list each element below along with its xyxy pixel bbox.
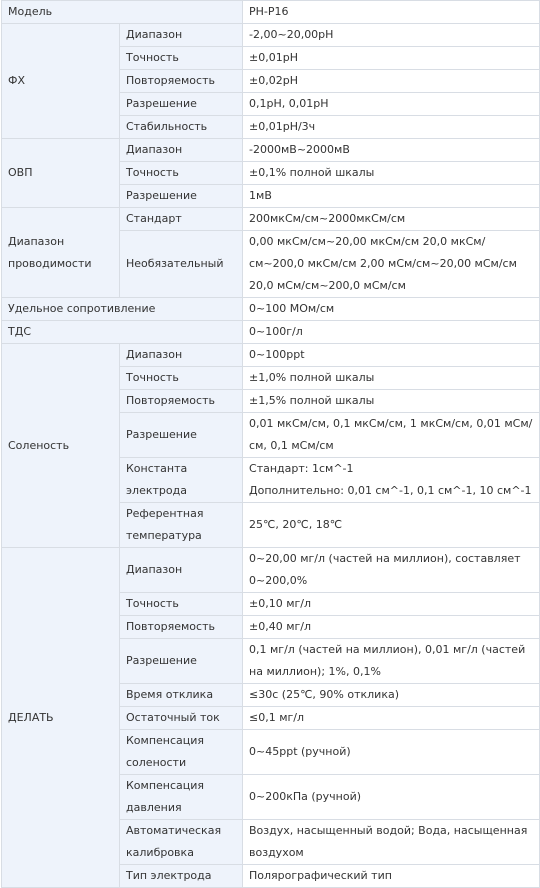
param-label: Стандарт: [120, 208, 243, 231]
param-label: Компенсация давления: [120, 775, 243, 820]
param-label: Диапазон: [120, 344, 243, 367]
param-value: 0,01 мкСм/см, 0,1 мкСм/см, 1 мкСм/см, 0,01 мСм/см, 0,1 мСм/см: [243, 413, 540, 458]
param-label: Разрешение: [120, 639, 243, 684]
param-value: ±0,10 мг/л: [243, 593, 540, 616]
resistivity-value: 0~100 МОм/см: [243, 298, 540, 321]
param-label: Точность: [120, 367, 243, 390]
tds-value: 0~100г/л: [243, 321, 540, 344]
param-label: Компенсация солености: [120, 730, 243, 775]
param-label: Точность: [120, 593, 243, 616]
group-label-ph: ФХ: [2, 24, 120, 139]
param-label: Разрешение: [120, 93, 243, 116]
param-label: Диапазон: [120, 548, 243, 593]
param-value: ±1,5% полной шкалы: [243, 390, 540, 413]
param-label: Точность: [120, 162, 243, 185]
param-value: ≤0,1 мг/л: [243, 707, 540, 730]
param-label: Повторяемость: [120, 616, 243, 639]
param-value: 200мкСм/см~2000мкСм/см: [243, 208, 540, 231]
param-label: Повторяемость: [120, 70, 243, 93]
table-row: [2, 548, 540, 593]
param-value: 0~200кПа (ручной): [243, 775, 540, 820]
param-value: ±0,02pH: [243, 70, 540, 93]
param-value: 0~20,00 мг/л (частей на миллион), составляет 0~200,0%: [243, 548, 540, 593]
table-row: [2, 139, 540, 162]
table-row: [2, 321, 540, 344]
param-value: 25℃, 20℃, 18℃: [243, 503, 540, 548]
param-value: 1мВ: [243, 185, 540, 208]
tds-label: ТДС: [2, 321, 243, 344]
table-row: [2, 344, 540, 367]
param-value: 0~45ppt (ручной): [243, 730, 540, 775]
table-row-model: [2, 1, 540, 24]
group-label-salinity: Соленость: [2, 344, 120, 548]
param-value: Воздух, насыщенный водой; Вода, насыщенная воздухом: [243, 820, 540, 865]
table-row: [2, 24, 540, 47]
param-value: -2000мВ~2000мВ: [243, 139, 540, 162]
param-label: Точность: [120, 47, 243, 70]
model-label: Модель: [2, 1, 243, 24]
param-label: Диапазон: [120, 139, 243, 162]
param-value: ≤30с (25℃, 90% отклика): [243, 684, 540, 707]
param-label: Время отклика: [120, 684, 243, 707]
param-value: 0,1 мг/л (частей на миллион), 0,01 мг/л (частей на миллион); 1%, 0,1%: [243, 639, 540, 684]
value-line: Дополнительно: 0,01 см^-1, 0,1 см^-1, 10 см^-1: [249, 484, 532, 497]
table-row: [2, 298, 540, 321]
value-line: Стандарт: 1см^-1: [249, 462, 354, 475]
group-label-do: ДЕЛАТЬ: [2, 548, 120, 888]
param-value: Полярографический тип: [243, 865, 540, 888]
param-value: 0~100ppt: [243, 344, 540, 367]
param-value: 0,1pH, 0,01pH: [243, 93, 540, 116]
table-row: [2, 208, 540, 231]
param-label: Референтная температура: [120, 503, 243, 548]
param-label: Константа электрода: [120, 458, 243, 503]
resistivity-label: Удельное сопротивление: [2, 298, 243, 321]
param-label: Разрешение: [120, 185, 243, 208]
param-label: Остаточный ток: [120, 707, 243, 730]
param-label: Повторяемость: [120, 390, 243, 413]
param-value: 0,00 мкСм/см~20,00 мкСм/см 20,0 мкСм/см~200,0 мкСм/см 2,00 мСм/см~20,00 мСм/см 20,0 мСм/см~200,0 мСм/см: [243, 231, 540, 298]
param-label: Стабильность: [120, 116, 243, 139]
param-value: ±1,0% полной шкалы: [243, 367, 540, 390]
param-label: Диапазон: [120, 24, 243, 47]
param-label: Разрешение: [120, 413, 243, 458]
group-label-orp: ОВП: [2, 139, 120, 208]
spec-table: [1, 0, 540, 888]
model-value: PH-P16: [243, 1, 540, 24]
param-value: -2,00~20,00pH: [243, 24, 540, 47]
param-value: ±0,40 мг/л: [243, 616, 540, 639]
group-label-conductivity: Диапазон проводимости: [2, 208, 120, 298]
param-value: ±0,01pH/3ч: [243, 116, 540, 139]
param-label: Автоматическая калибровка: [120, 820, 243, 865]
param-value: ±0,1% полной шкалы: [243, 162, 540, 185]
param-label: Необязательный: [120, 231, 243, 298]
param-value: ±0,01pH: [243, 47, 540, 70]
param-value: [243, 458, 540, 503]
param-label: Тип электрода: [120, 865, 243, 888]
